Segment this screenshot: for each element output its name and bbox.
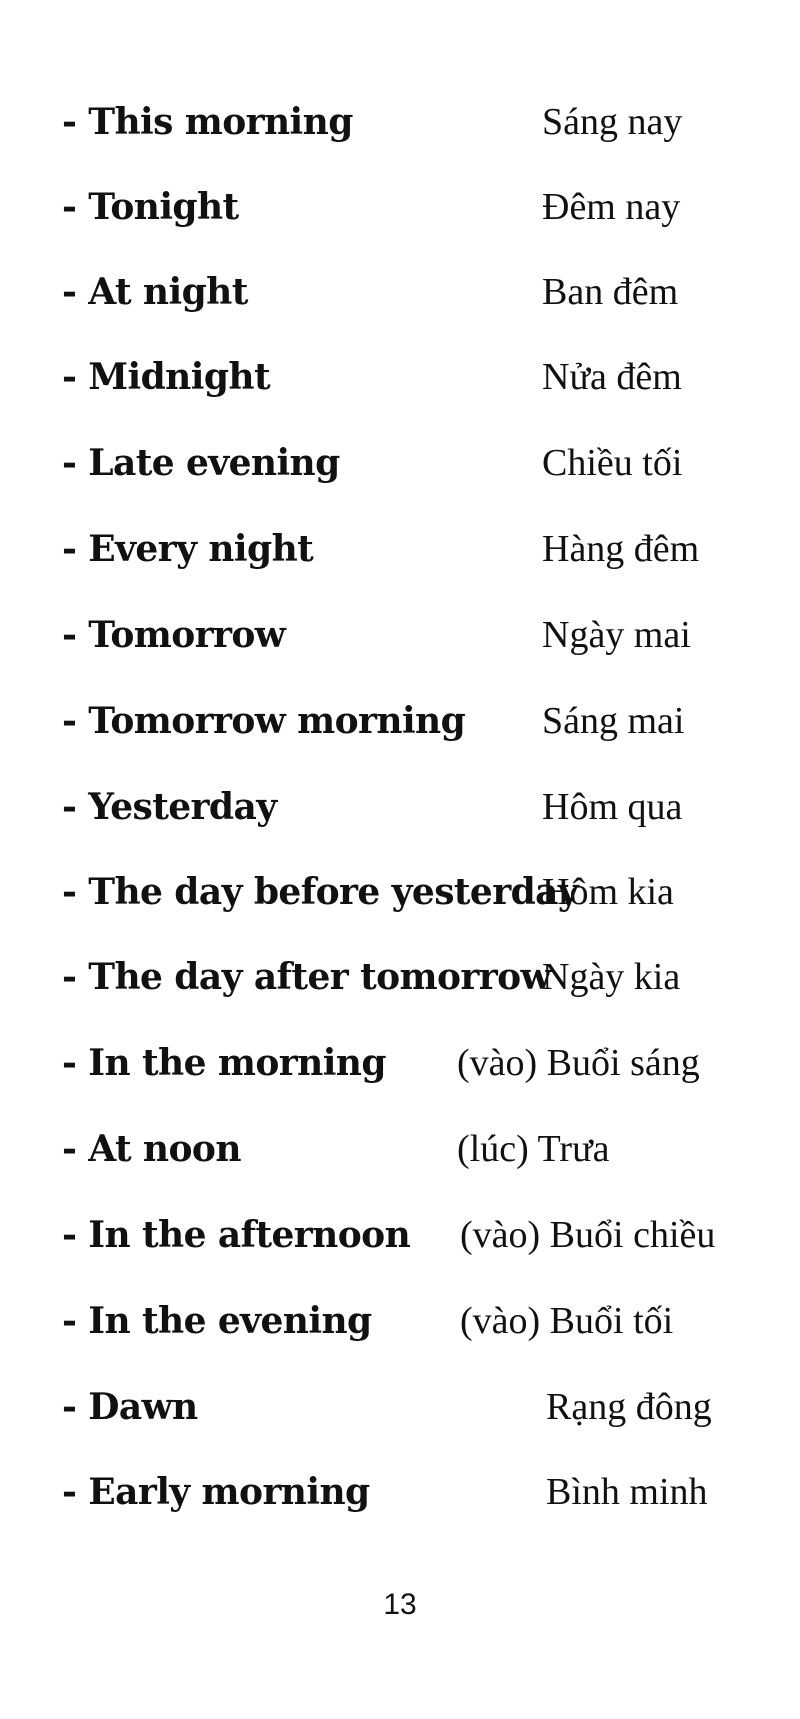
vietnamese-translation: (vào) Buổi tối (460, 1300, 674, 1342)
vietnamese-translation: Hôm qua (542, 786, 683, 828)
page-number: 13 (383, 1588, 417, 1621)
vietnamese-translation: Hàng đêm (542, 528, 700, 570)
english-term: - Tomorrow (62, 614, 286, 656)
vietnamese-translation: Hôm kia (542, 871, 674, 913)
english-term: - The day before yesterday (62, 871, 579, 913)
vietnamese-translation: Ban đêm (542, 271, 679, 313)
vietnamese-translation: Ngày mai (542, 614, 691, 656)
english-term: - Yesterday (62, 786, 277, 828)
english-term: - Every night (62, 528, 314, 570)
english-term: - In the evening (62, 1300, 372, 1342)
vietnamese-translation: Chiều tối (542, 442, 683, 484)
vocab-entry (0, 862, 800, 922)
vietnamese-translation: Sáng nay (542, 101, 683, 143)
english-term: - This morning (62, 101, 353, 143)
english-term: - Tonight (62, 186, 239, 228)
vocab-entry (0, 262, 800, 322)
english-term: - Midnight (62, 356, 270, 398)
vocab-entry (0, 1205, 800, 1265)
vocab-entry (0, 1291, 800, 1351)
english-term: - At noon (62, 1128, 241, 1170)
english-term: - At night (62, 271, 248, 313)
vietnamese-translation: Sáng mai (542, 700, 685, 742)
vocab-entry (0, 433, 800, 493)
english-term: - In the afternoon (62, 1214, 411, 1256)
english-term: - Late evening (62, 442, 340, 484)
vietnamese-translation: (vào) Buổi sáng (457, 1042, 700, 1084)
english-term: - In the morning (62, 1042, 386, 1084)
vietnamese-translation: (lúc) Trưa (457, 1128, 610, 1170)
vietnamese-translation: Nửa đêm (542, 356, 682, 398)
vocab-entry (0, 777, 800, 837)
vocab-entry (0, 691, 800, 751)
vietnamese-translation: Đêm nay (542, 186, 681, 228)
vocab-entry (0, 92, 800, 152)
vietnamese-translation: (vào) Buổi chiều (460, 1214, 716, 1256)
vocab-entry (0, 1462, 800, 1522)
english-term: - Tomorrow morning (62, 700, 466, 742)
vocab-entry (0, 1033, 800, 1093)
vocab-entry (0, 947, 800, 1007)
vietnamese-translation: Ngày kia (542, 956, 681, 998)
vietnamese-translation: Bình minh (546, 1471, 708, 1513)
vocab-entry (0, 1377, 800, 1437)
vocab-entry (0, 1119, 800, 1179)
vocab-entry (0, 519, 800, 579)
vietnamese-translation: Rạng đông (546, 1386, 712, 1428)
english-term: - Dawn (62, 1386, 198, 1428)
english-term: - Early morning (62, 1471, 370, 1513)
vocab-entry (0, 605, 800, 665)
vocab-entry (0, 177, 800, 237)
vocab-entry (0, 347, 800, 407)
english-term: - The day after tomorrow (62, 956, 551, 998)
